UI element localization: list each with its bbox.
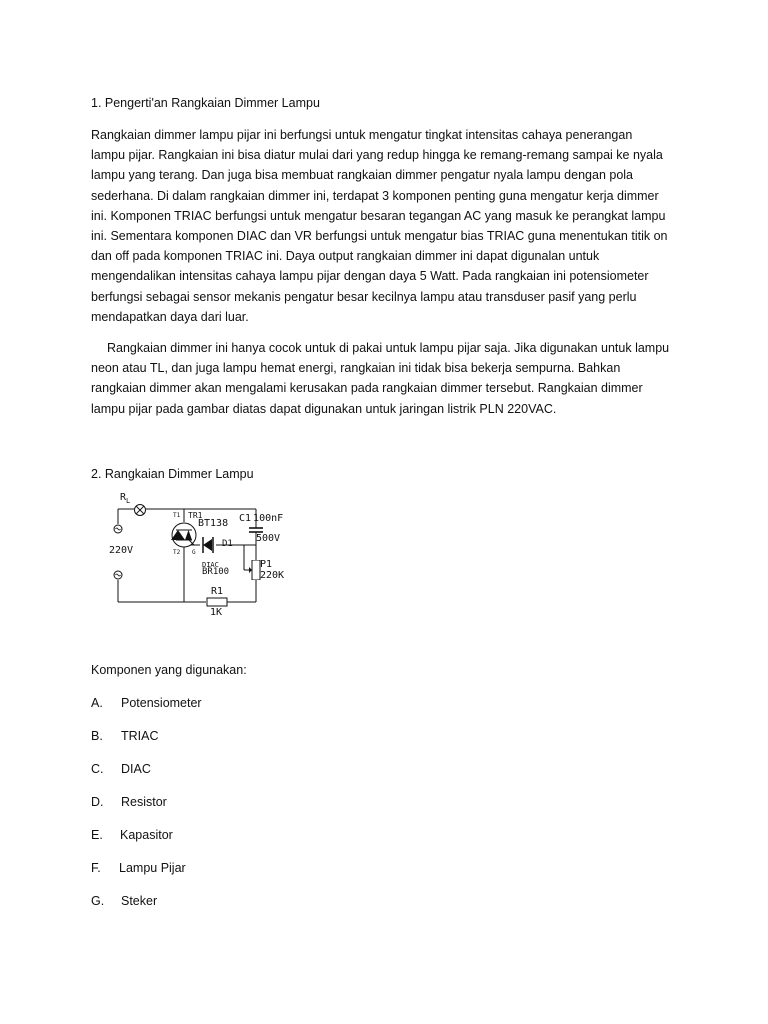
paragraph-line: lampu yang terang. Dan juga bisa membuat rangkaian dimmer pengatur nyala lampu dengan pola bbox=[91, 168, 634, 183]
list-item-letter: G. bbox=[91, 894, 105, 908]
paragraph-line: sederhana. Di dalam rangkaian dimmer ini, terdapat 3 komponen penting guna mengatur kerja dimmer bbox=[91, 188, 659, 203]
list-item-label: DIAC bbox=[121, 762, 151, 776]
diac-ref-label: D1 bbox=[222, 539, 233, 549]
list-item-label: Potensiometer bbox=[121, 696, 202, 710]
list-item-letter: C. bbox=[91, 762, 104, 776]
triac-g-label: G bbox=[192, 549, 196, 556]
paragraph-line: rangkaian dimmer akan mengalami kerusakan pada rangkaian dimmer tersebut. Rangkaian dimmer bbox=[91, 381, 643, 396]
paragraph-line: Rangkaian dimmer lampu pijar ini berfungsi untuk mengatur tingkat intensitas cahaya penerangan bbox=[91, 128, 633, 142]
res-ref-label: R1 bbox=[211, 586, 224, 597]
triac-part-label: BT138 bbox=[198, 518, 229, 529]
cap-label: C1 100nF bbox=[239, 513, 284, 524]
paragraph-line: berfungsi sebagai sensor mekanis pengatur besar kecilnya lampu atau transduser pasif yang perlu bbox=[91, 289, 637, 304]
paragraph-line: neon atau TL, dan juga lampu hemat energi, rangkaian ini tidak bisa bekerja sempurna. Bahkan bbox=[91, 361, 621, 376]
list-item-label: TRIAC bbox=[121, 729, 159, 743]
list-item-letter: B. bbox=[91, 729, 103, 743]
paragraph-line: mendapatkan daya dari luar. bbox=[91, 309, 249, 324]
paragraph-line: ini. Komponen TRIAC berfungsi untuk mengatur besaran tegangan AC yang masuk ke perangkat lampu bbox=[91, 208, 666, 223]
list-item-label: Steker bbox=[121, 894, 158, 908]
supply-label: 220V bbox=[109, 545, 134, 556]
triac-t2-label: T2 bbox=[173, 549, 181, 556]
diac-type-label: DIAC bbox=[202, 561, 219, 569]
triac-ref-label: TR1 bbox=[188, 511, 203, 520]
pot-ref-label: P1 bbox=[260, 559, 273, 570]
resistor-icon bbox=[206, 597, 228, 607]
section-1-title: 1. Pengerti'an Rangkaian Dimmer Lampu bbox=[91, 96, 320, 110]
paragraph-line: dan off pada komponen TRIAC ini. Daya output rangkaian dimmer ini dapat digunalan untuk bbox=[91, 249, 600, 264]
list-item-letter: E. bbox=[91, 828, 103, 842]
terminal-bottom-icon bbox=[113, 570, 123, 580]
cap-voltage-label: 500V bbox=[256, 533, 281, 544]
list-item-label: Kapasitor bbox=[120, 828, 173, 842]
diac-icon bbox=[200, 536, 216, 554]
terminal-top-icon bbox=[113, 524, 123, 534]
paragraph-line: Rangkaian dimmer ini hanya cocok untuk di pakai untuk lampu pijar saja. Jika digunakan untuk lampu bbox=[107, 341, 670, 355]
dimmer-circuit-schematic bbox=[96, 490, 296, 620]
list-item-label: Lampu Pijar bbox=[119, 861, 186, 875]
paragraph-line: ini. Sementara komponen DIAC dan VR berfungsi untuk mengatur bias TRIAC guna menentukan titik on bbox=[91, 229, 668, 244]
diac-part-label: BR100 bbox=[202, 567, 230, 577]
paragraph-line: mengendalikan intensitas cahaya lampu pijar dengan daya 5 Watt. Pada rangkaian ini potensiometer bbox=[91, 269, 649, 284]
paragraph-1 bbox=[91, 125, 681, 327]
list-item-letter: A. bbox=[91, 696, 103, 710]
list-item-letter: D. bbox=[91, 795, 104, 809]
lamp-icon bbox=[133, 503, 147, 517]
components-title: Komponen yang digunakan: bbox=[91, 663, 247, 677]
section-2-title: 2. Rangkaian Dimmer Lampu bbox=[91, 467, 254, 481]
paragraph-line: lampu pijar. Rangkaian ini bisa diatur mulai dari yang redup hingga ke remang-remang sampai ke nyala bbox=[91, 148, 663, 163]
pot-value-label: 220K bbox=[260, 570, 285, 581]
triac-t1-label: T1 bbox=[173, 512, 181, 519]
potentiometer-icon bbox=[241, 560, 261, 580]
res-value-label: 1K bbox=[210, 607, 223, 618]
lamp-label: $R_L$ bbox=[120, 492, 131, 505]
triac-icon bbox=[170, 521, 198, 549]
paragraph-line: lampu pijar pada gambar diatas dapat digunakan untuk jaringan listrik PLN 220VAC. bbox=[91, 401, 557, 416]
list-item-label: Resistor bbox=[121, 795, 167, 809]
paragraph-2 bbox=[91, 338, 681, 419]
list-item-letter: F. bbox=[91, 861, 101, 875]
